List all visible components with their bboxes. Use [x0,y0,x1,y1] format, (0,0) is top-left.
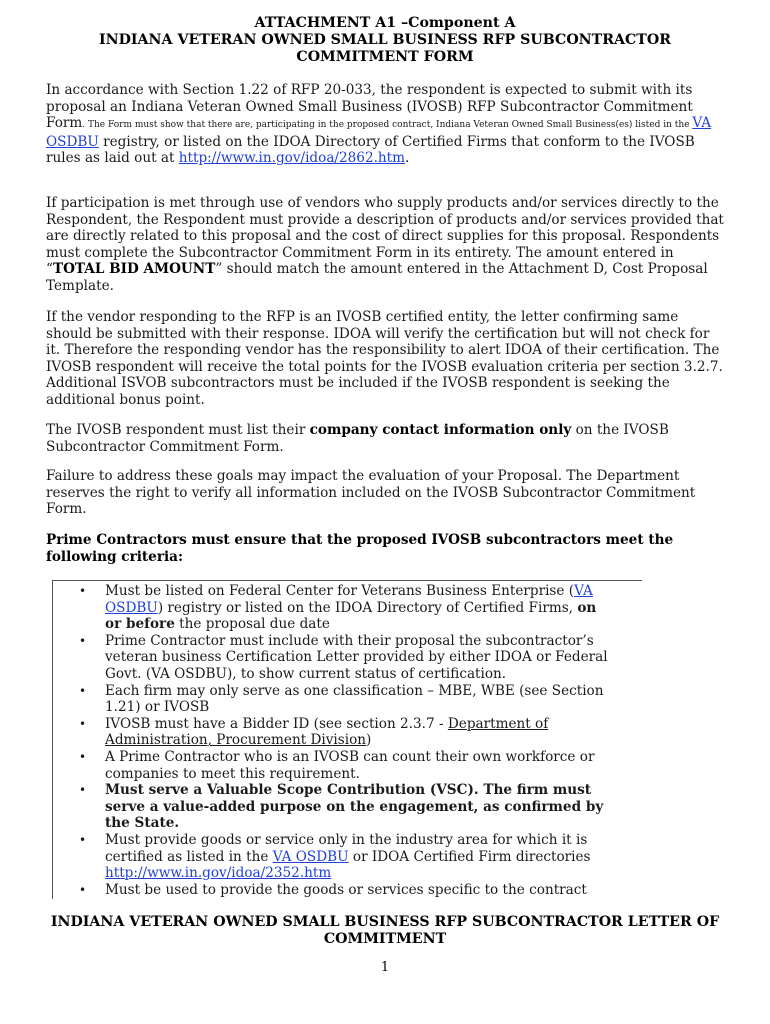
intro-paragraph: In accordance with Section 1.22 of RFP 20-033, the respondent is expected to submit with its proposal an Indiana Veteran Owned Small Business (IVOSB) RFP Subcontractor Commitment Form. The Form must show that there are, participating in the proposed contract, Indiana Veteran Owned Small Business(es) listed in the VA OSDBU registry, or listed on the IDOA Directory of Certified Firms that conform to the IVOSB rules as laid out at http://www.in.gov/idoa/2862.htm. [46,82,712,167]
form-title-line1: INDIANA VETERAN OWNED SMALL BUSINESS RFP SUBCONTRACTOR [99,32,671,48]
page-number: 1 [380,960,390,975]
letter-of-commitment-title: INDIANA VETERAN OWNED SMALL BUSINESS RFP SUBCONTRACTOR LETTER OF COMMITMENT [50,914,720,947]
list-item: • A Prime Contractor who is an IVOSB can count their own workforce or companies to meet this requirement. [79,748,595,782]
bullet-icon: • [79,783,87,798]
va-osdbu-link[interactable]: VA OSDBU [105,583,593,616]
failure-paragraph: Failure to address these goals may impact the evaluation of your Proposal. The Department reserves the right to verify all information included on the IVOSB Subcontractor Commitment Form. [46,468,696,518]
idoa-2862-link[interactable]: http://www.in.gov/idoa/2862.htm [178,150,406,167]
bullet-icon: • [79,716,87,731]
participation-paragraph: If participation is met through use of vendors who supply products and/or services directly to the Respondent, the Respondent must provide a description of products and/or services provided that are directly related to this proposal and the cost of direct supplies for this proposal. Respondents must complete the Subcontractor Commitment Form in its entirety. The amount entered in “TOTAL BID AMOUNT” should match the amount entered in the Attachment D, Cost Proposal Template. [46,195,724,294]
list-item: • IVOSB must have a Bidder ID (see section 2.3.7 - Department of Administration, Procurement Division) [79,715,549,749]
form-title-line2: COMMITMENT FORM [296,49,474,65]
va-osdbu-link[interactable]: VA OSDBU [46,115,712,150]
list-item: • Each firm may only serve as one classification – MBE, WBE (see Section 1.21) or IVOSB [79,682,604,716]
idoa-2352-link[interactable]: http://www.in.gov/idoa/2352.htm [105,865,332,882]
bullet-icon: • [79,584,87,598]
bullet-icon: • [79,882,87,897]
criteria-list [52,583,612,898]
list-item: • Must provide goods or service only in the industry area for which it is certified as listed in the VA OSDBU or IDOA Certified Firm directories http://www.in.gov/idoa/2352.htm [79,831,591,882]
bullet-icon: • [79,683,87,698]
list-item: • Must serve a Valuable Scope Contribution (VSC). The firm must serve a value-added purpose on the engagement, as confirmed by the State. [79,782,604,832]
bullet-icon: • [79,633,87,648]
certified-entity-paragraph: If the vendor responding to the RFP is an IVOSB certified entity, the letter confirming same should be submitted with their response. IDOA will verify the certification but will not check for it. Therefore the responding vendor has the responsibility to alert IDOA of their certification. The IVOSB respondent will receive the total points for the IVOSB evaluation criteria per section 3.2.7. Additional ISVOB subcontractors must be included if the IVOSB respondent is seeking the additional bonus point. [46,309,723,408]
criteria-heading: Prime Contractors must ensure that the proposed IVOSB subcontractors meet the following criteria: [46,532,674,565]
procurement-division-link[interactable]: Department of Administration, Procurement Division [105,715,549,749]
bullet-icon: • [79,749,87,764]
list-item: • Prime Contractor must include with their proposal the subcontractor’s veteran business Certification Letter provided by either IDOA or Federal Govt. (VA OSDBU), to show current status of certification. [79,632,608,682]
list-item: • Must be used to provide the goods or services specific to the contract [79,881,587,898]
attachment-title: ATTACHMENT A1 –Component A [254,15,516,31]
bullet-icon: • [79,832,87,847]
va-osdbu-link[interactable]: VA OSDBU [272,848,349,865]
contact-info-paragraph: The IVOSB respondent must list their company contact information only on the IVOSB Subcontractor Commitment Form. [46,422,669,455]
list-item: • Must be listed on Federal Center for Veterans Business Enterprise (VA OSDBU) registry or listed on the IDOA Directory of Certified Firms, on or before the proposal due date [79,583,597,633]
